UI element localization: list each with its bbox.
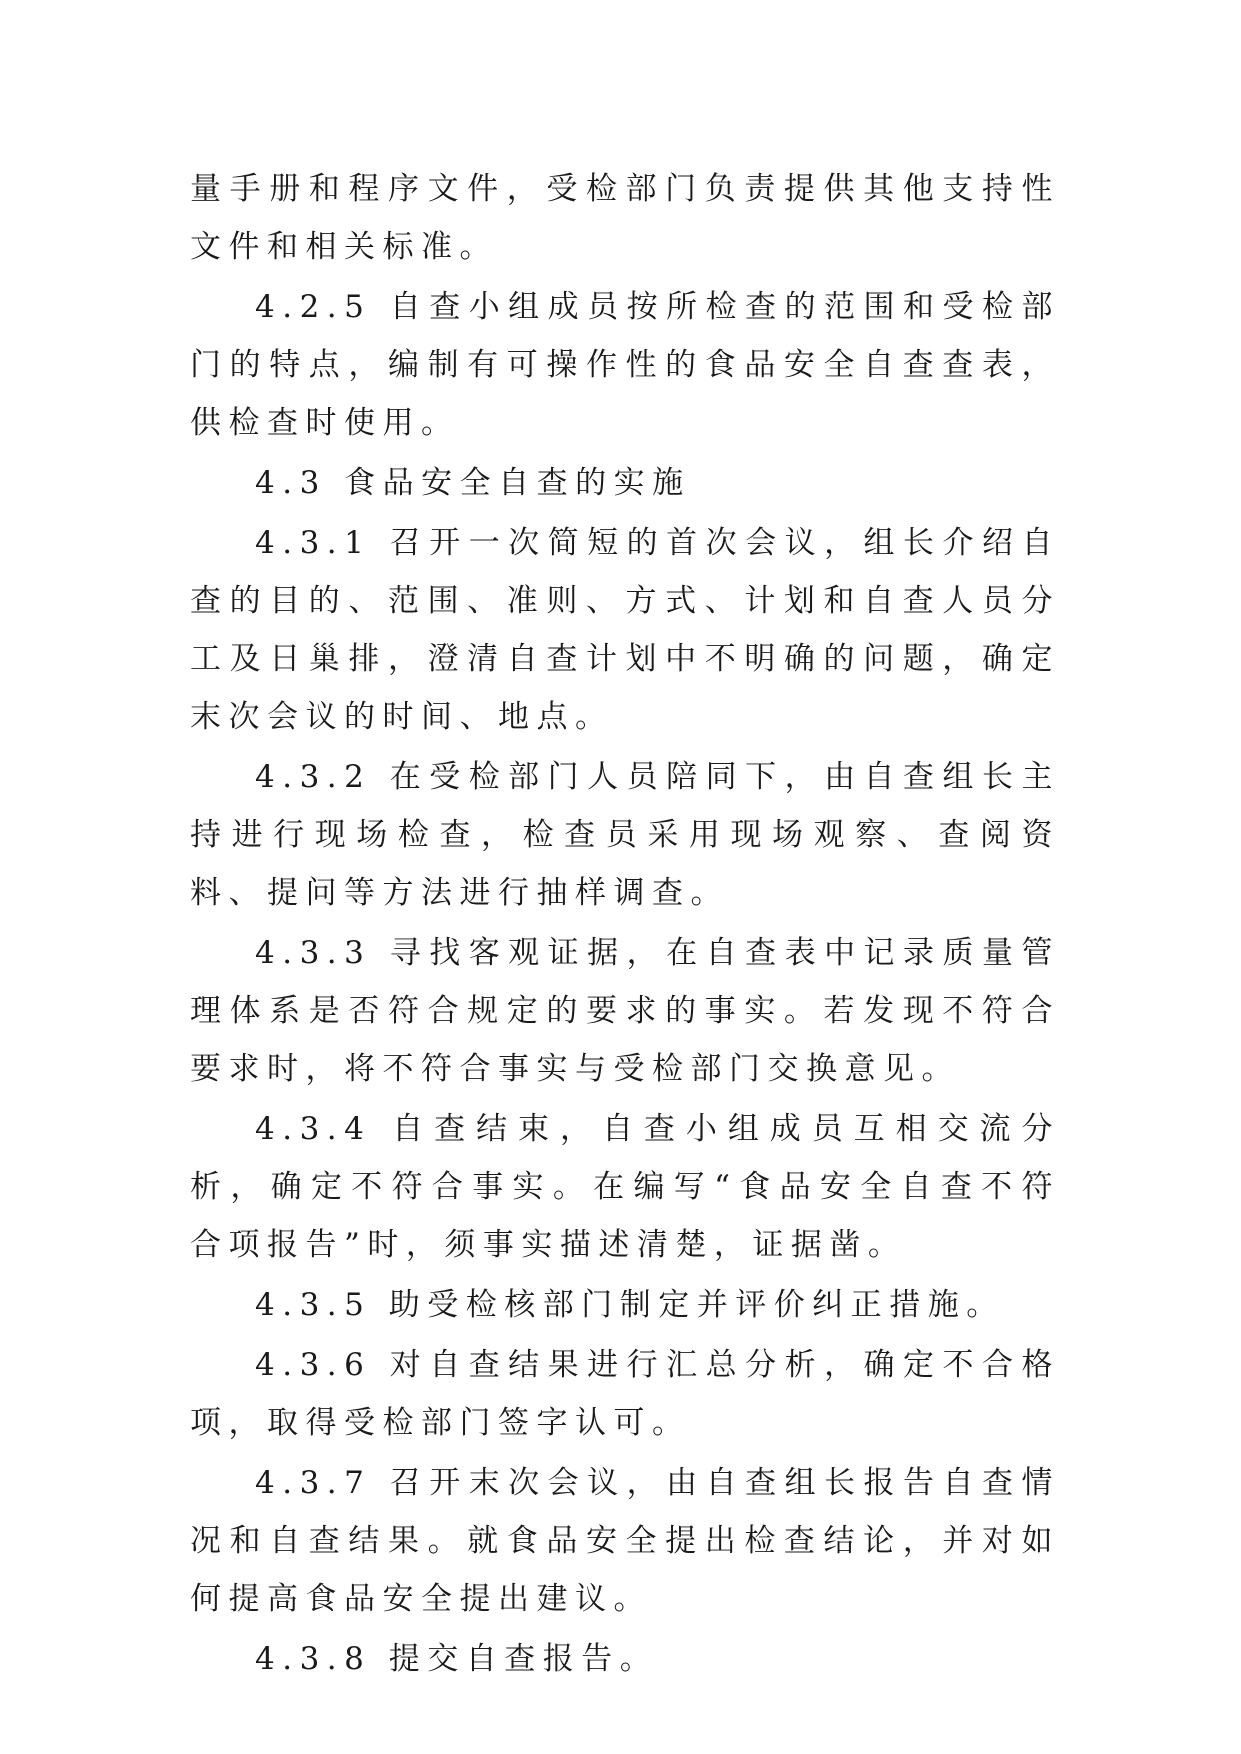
paragraph-4-3-1: 4.3.1 召开一次简短的首次会议，组长介绍自查的目的、范围、准则、方式、计划和自查人员分工及日巢排，澄清自查计划中不明确的问题，确定末次会议的时间、地点。 [190,525,1060,735]
paragraph-4-3-6: 4.3.6 对自查结果进行汇总分析，确定不合格项，取得受检部门签字认可。 [190,1347,1060,1441]
paragraph-4-2-5: 4.2.5 自查小组成员按所检查的范围和受检部门的特点，编制有可操作性的食品安全自查查表，供检查时使用。 [190,289,1060,441]
paragraph-continuation: 量手册和程序文件，受检部门负责提供其他支持性文件和相关标准。 [190,171,1060,265]
section-heading-4-3: 4.3 食品安全自查的实施 [255,465,691,501]
paragraph-4-3-5: 4.3.5 助受检核部门制定并评价纠正措施。 [255,1287,1005,1323]
paragraph-4-3-8: 4.3.8 提交自查报告。 [255,1641,659,1677]
paragraph-4-3-7: 4.3.7 召开末次会议，由自查组长报告自查情况和自查结果。就食品安全提出检查结论，并对如何提高食品安全提出建议。 [190,1465,1060,1617]
paragraph-4-3-4: 4.3.4 自查结束，自查小组成员互相交流分析，确定不符合事实。在编写“食品安全自查不符合项报告”时，须事实描述清楚，证据凿。 [190,1111,1060,1263]
document-page [190,160,1060,1690]
paragraph-4-3-2: 4.3.2 在受检部门人员陪同下，由自查组长主持进行现场检查，检查员采用现场观察、查阅资料、提问等方法进行抽样调查。 [190,759,1060,911]
paragraph-4-3-3: 4.3.3 寻找客观证据，在自查表中记录质量管理体系是否符合规定的要求的事实。若发现不符合要求时，将不符合事实与受检部门交换意见。 [190,935,1060,1087]
